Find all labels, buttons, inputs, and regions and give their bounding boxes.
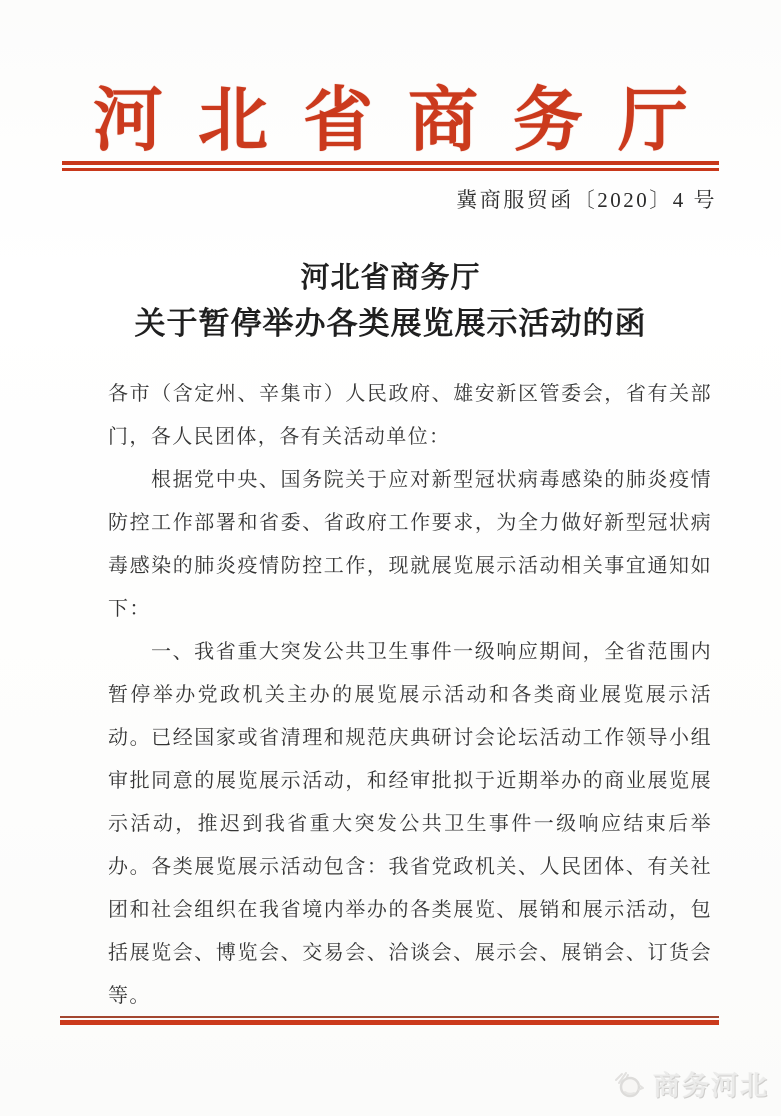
footer-divider-thick-line: [60, 1020, 719, 1025]
document-title: [0, 256, 781, 346]
document-number: 冀商服贸函〔2020〕4 号: [456, 188, 717, 212]
footer-divider: [60, 1016, 719, 1025]
salutation-line: 各市（含定州、辛集市）人民政府、雄安新区管委会，省有关部门，各人民团体，各有关活动单位：: [108, 383, 712, 448]
document-title-line1: 河北省商务厅: [300, 262, 481, 294]
document-title-line2: 关于暂停举办各类展览展示活动的函: [134, 306, 647, 341]
letterhead-agency-name: 河北省商务厅: [93, 83, 723, 160]
document-body: [108, 373, 712, 1018]
letterhead-divider: [62, 161, 719, 171]
wechat-account-watermark: [610, 1064, 769, 1103]
letterhead-divider-thin-line: [62, 168, 719, 171]
body-paragraph-1: 根据党中央、国务院关于应对新型冠状病毒感染的肺炎疫情防控工作部署和省委、省政府工作要求，为全力做好新型冠状病毒感染的肺炎疫情防控工作，现就展览展示活动相关事宜通知如下：: [108, 469, 712, 620]
watermark-label: 商务河北: [653, 1071, 769, 1101]
rooster-logo-icon: [610, 1066, 646, 1102]
body-paragraph-2: 一、我省重大突发公共卫生事件一级响应期间，全省范围内暂停举办党政机关主办的展览展示活动和各类商业展览展示活动。已经国家或省清理和规范庆典研讨会论坛活动工作领导小组审批同意的展览展示活动，和经审批拟于近期举办的商业展览展示活动，推迟到我省重大突发公共卫生事件一级响应结束后举办。各类展览展示活动包含：我省党政机关、人民团体、有关社团和社会组织在我省境内举办的各类展览、展销和展示活动，包括展览会、博览会、交易会、洽谈会、展示会、展销会、订货会等。: [108, 641, 712, 1007]
